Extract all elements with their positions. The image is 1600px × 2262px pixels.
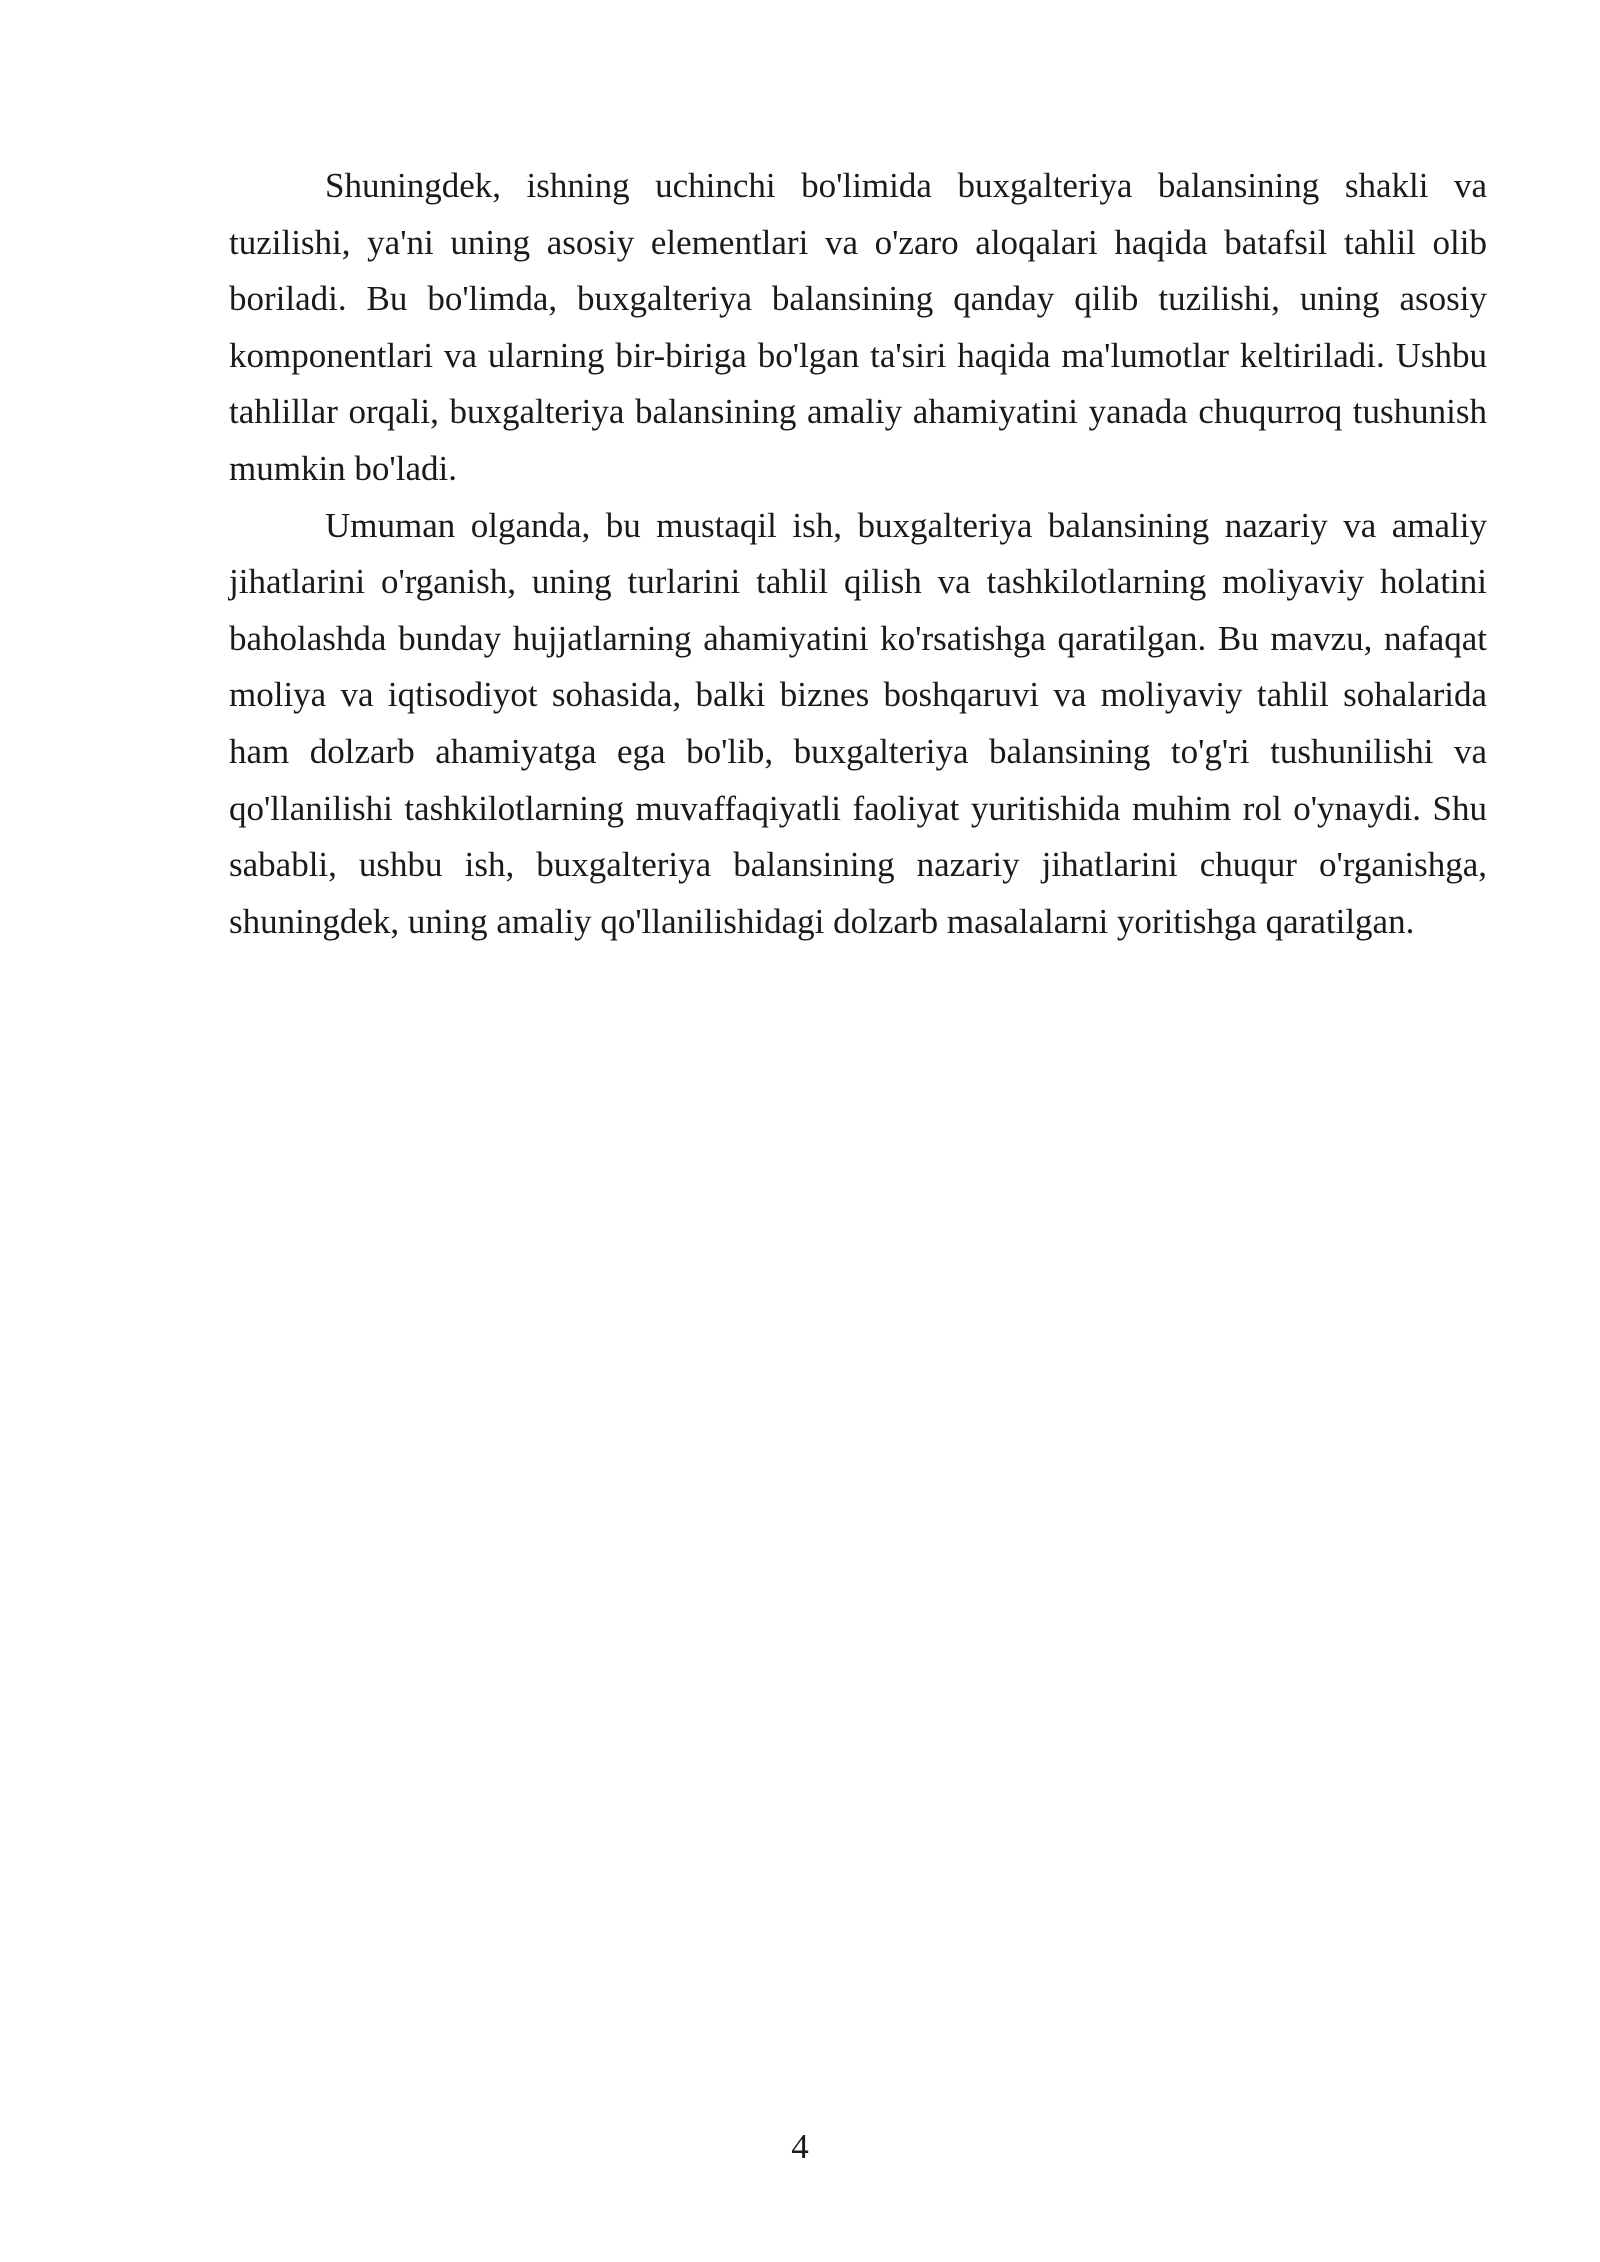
page-number: 4 bbox=[791, 2127, 809, 2166]
paragraph: Shuningdek, ishning uchinchi bo'limida buxgalteriya balansining shakli va tuzilishi, ya'ni uning asosiy elementlari va o'zaro aloqalari haqida batafsil tahlil olib boriladi. Bu bo'limda, buxgalteriya balansining qanday qilib tuzilishi, uning asosiy komponentlari va ularning bir-biriga bo'lgan ta'siri haqida ma'lumotlar keltiriladi. Ushbu tahlillar orqali, buxgalteriya balansining amaliy ahamiyatini yanada chuqurroq tushunish mumkin bo'ladi. bbox=[229, 166, 1487, 488]
body-text bbox=[229, 158, 1487, 950]
paragraph: Umuman olganda, bu mustaqil ish, buxgalteriya balansining nazariy va amaliy jihatlarini o'rganish, uning turlarini tahlil qilish va tashkilotlarning moliyaviy holatini baholashda bunday hujjatlarning ahamiyatini ko'rsatishga qaratilgan. Bu mavzu, nafaqat moliya va iqtisodiyot sohasida, balki biznes boshqaruvi va moliyaviy tahlil sohalarida ham dolzarb ahamiyatga ega bo'lib, buxgalteriya balansining to'g'ri tushunilishi va qo'llanilishi tashkilotlarning muvaffaqiyatli faoliyat yuritishida muhim rol o'ynaydi. Shu sababli, ushbu ish, buxgalteriya balansining nazariy jihatlarini chuqur o'rganishga, shuningdek, uning amaliy qo'llanilishidagi dolzarb masalalarni yoritishga qaratilgan. bbox=[229, 505, 1487, 941]
